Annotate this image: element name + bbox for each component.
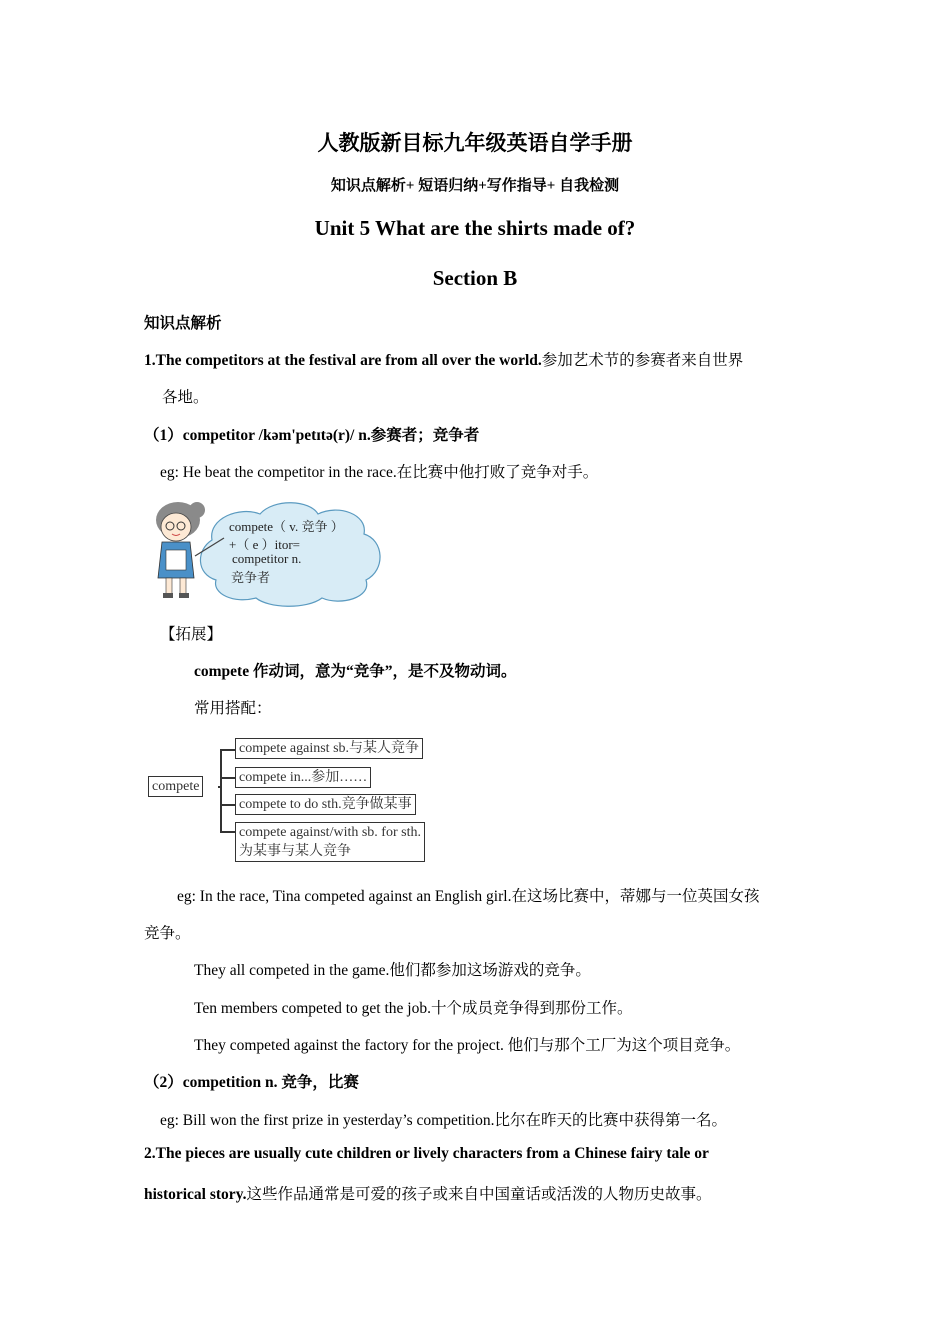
sub1-heading: （1）competitor /kəm'petɪtə(r)/ n.参赛者；竞争者 (144, 427, 480, 444)
example-1a: eg: In the race, Tina competed against an English girl.在这场比赛中，蒂娜与一位英国女孩 (177, 888, 760, 905)
expand-compete: compete 作动词，意为“竞争”，是不及物动词。 (194, 663, 517, 680)
document-subtitle: 知识点解析+ 短语归纳+写作指导+ 自我检测 (330, 178, 620, 194)
diagram-branch-1 (220, 749, 236, 751)
sub2-example: eg: Bill won the first prize in yesterday’s competition.比尔在昨天的比赛中获得第一名。 (160, 1112, 727, 1129)
diagram-item-4-cn: 为某事与某人竞争 (239, 844, 351, 859)
diagram-branch-4 (220, 831, 236, 833)
point2-line1: 2.The pieces are usually cute children or lively characters from a Chinese fairy tale or (144, 1145, 709, 1162)
sub2-heading: （2）competition n. 竞争，比赛 (144, 1074, 359, 1091)
point1-line1 (144, 348, 743, 370)
document-title: 人教版新目标九年级英语自学手册 (317, 131, 633, 155)
diagram-root-link (218, 786, 222, 788)
unit-heading: Unit 5 What are the shirts made of? (314, 216, 636, 240)
example-1b: 竞争。 (144, 925, 191, 942)
expand-label: 【拓展】 (160, 626, 223, 643)
point2-line2-en: historical story. (144, 1186, 247, 1203)
point1-sentence-en: 1.The competitors at the festival are from all over the world. (144, 352, 542, 369)
diagram-branch-2 (220, 777, 236, 779)
diagram-trunk (220, 749, 222, 832)
point1-sentence-cn: 参加艺术节的参赛者来自世界 (541, 352, 744, 369)
point2-line2 (144, 1182, 711, 1204)
example-3: Ten members competed to get the job.十个成员竞争得到那份工作。 (194, 1000, 633, 1017)
point1-line2: 各地。 (162, 389, 209, 406)
sub1-example: eg: He beat the competitor in the race.在比赛中他打败了竞争对手。 (160, 464, 599, 481)
bubble-line4: 竞争者 (231, 570, 271, 585)
collocation-label: 常用搭配： (194, 700, 272, 717)
example-2: They all competed in the game.他们都参加这场游戏的竞争。 (194, 962, 591, 979)
point2-line2-cn: 这些作品通常是可爱的孩子或来自中国童话或活泼的人物历史故事。 (246, 1186, 712, 1203)
diagram-root: compete (148, 776, 203, 797)
bubble-line1: compete（ v. 竞争 ） (229, 519, 344, 534)
section-heading: Section B (432, 266, 518, 290)
diagram-item-3: compete to do sth.竞争做某事 (235, 794, 416, 815)
section-label: 知识点解析 (144, 315, 222, 332)
bubble-line3: competitor n. (232, 551, 302, 566)
diagram-item-2: compete in...参加…… (235, 767, 371, 788)
diagram-item-4-en: compete against/with sb. for sth. (239, 825, 421, 840)
bubble-line2: +（ e ）itor= (229, 537, 300, 552)
diagram-item-1: compete against sb.与某人竞争 (235, 738, 423, 759)
diagram-item-4 (235, 822, 425, 862)
diagram-branch-3 (220, 804, 236, 806)
example-4: They competed against the factory for the project. 他们与那个工厂为这个项目竞争。 (194, 1037, 741, 1054)
